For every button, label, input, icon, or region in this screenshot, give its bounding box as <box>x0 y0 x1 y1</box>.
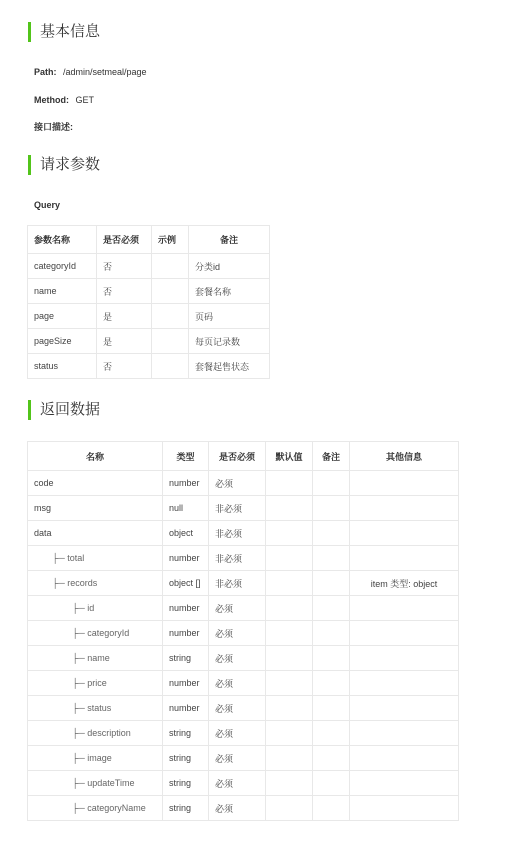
query-row <box>28 304 270 329</box>
response-cell-name: ├─ description <box>28 721 163 746</box>
response-header-type: 类型 <box>163 442 209 471</box>
response-cell-default <box>266 696 313 721</box>
response-cell-required: 非必须 <box>209 521 266 546</box>
query-header-remark: 备注 <box>189 226 270 254</box>
response-cell-type: number <box>163 596 209 621</box>
response-cell-other <box>350 596 459 621</box>
query-cell-example <box>152 304 189 329</box>
response-cell-name: ├─ categoryName <box>28 796 163 821</box>
response-cell-remark <box>313 521 350 546</box>
query-cell-name: name <box>28 279 97 304</box>
query-cell-required: 否 <box>97 279 152 304</box>
query-cell-example <box>152 279 189 304</box>
response-cell-name: ├─ categoryId <box>28 621 163 646</box>
query-cell-remark: 套餐名称 <box>189 279 270 304</box>
response-table <box>27 441 459 821</box>
section-title-response <box>28 400 100 420</box>
response-cell-type: number <box>163 621 209 646</box>
query-cell-required: 否 <box>97 354 152 379</box>
response-cell-default <box>266 521 313 546</box>
response-row <box>28 521 459 546</box>
response-cell-required: 必须 <box>209 621 266 646</box>
response-cell-type: string <box>163 771 209 796</box>
response-cell-name: ├─ id <box>28 596 163 621</box>
response-cell-other <box>350 796 459 821</box>
query-header-name: 参数名称 <box>28 226 97 254</box>
response-cell-remark <box>313 796 350 821</box>
response-cell-name: ├─ updateTime <box>28 771 163 796</box>
query-cell-required: 是 <box>97 329 152 354</box>
response-cell-other <box>350 496 459 521</box>
section-title-request-text: 请求参数 <box>40 156 101 173</box>
response-cell-type: number <box>163 471 209 496</box>
method-line <box>34 94 94 106</box>
response-cell-required: 必须 <box>209 596 266 621</box>
query-title: Query <box>34 200 61 210</box>
response-header-row <box>28 442 459 471</box>
query-cell-remark: 每页记录数 <box>189 329 270 354</box>
response-row <box>28 596 459 621</box>
response-cell-name: ├─ image <box>28 746 163 771</box>
response-cell-required: 必须 <box>209 696 266 721</box>
response-row <box>28 746 459 771</box>
response-cell-remark <box>313 771 350 796</box>
response-row <box>28 546 459 571</box>
query-cell-example <box>152 354 189 379</box>
response-cell-default <box>266 471 313 496</box>
response-cell-other <box>350 696 459 721</box>
response-cell-type: number <box>163 546 209 571</box>
response-cell-remark <box>313 671 350 696</box>
response-row <box>28 571 459 596</box>
response-cell-other <box>350 671 459 696</box>
response-row <box>28 721 459 746</box>
query-row <box>28 329 270 354</box>
response-cell-name: data <box>28 521 163 546</box>
response-row <box>28 671 459 696</box>
desc-label: 接口描述: <box>34 122 73 132</box>
response-cell-other <box>350 621 459 646</box>
response-cell-default <box>266 771 313 796</box>
method-label: Method: <box>34 95 69 105</box>
response-cell-name: msg <box>28 496 163 521</box>
response-row <box>28 471 459 496</box>
response-cell-name: code <box>28 471 163 496</box>
response-cell-default <box>266 621 313 646</box>
response-cell-name: ├─ status <box>28 696 163 721</box>
response-cell-required: 必须 <box>209 471 266 496</box>
query-cell-example <box>152 254 189 279</box>
response-cell-remark <box>313 746 350 771</box>
response-row <box>28 621 459 646</box>
response-cell-name: ├─ name <box>28 646 163 671</box>
query-table <box>27 225 270 379</box>
response-cell-other <box>350 771 459 796</box>
response-cell-type: object <box>163 521 209 546</box>
query-header-required: 是否必须 <box>97 226 152 254</box>
query-row <box>28 254 270 279</box>
response-header-default: 默认值 <box>266 442 313 471</box>
query-cell-required: 是 <box>97 304 152 329</box>
query-cell-name: page <box>28 304 97 329</box>
query-cell-remark: 套餐起售状态 <box>189 354 270 379</box>
response-cell-required: 必须 <box>209 671 266 696</box>
response-cell-other <box>350 721 459 746</box>
response-cell-type: string <box>163 721 209 746</box>
response-cell-type: object [] <box>163 571 209 596</box>
section-title-request <box>28 155 100 175</box>
response-cell-required: 非必须 <box>209 571 266 596</box>
response-header-other: 其他信息 <box>350 442 459 471</box>
response-cell-remark <box>313 696 350 721</box>
response-cell-required: 必须 <box>209 721 266 746</box>
response-row <box>28 496 459 521</box>
query-row <box>28 279 270 304</box>
response-cell-default <box>266 596 313 621</box>
query-cell-remark: 分类id <box>189 254 270 279</box>
section-title-response-text: 返回数据 <box>40 401 101 418</box>
response-cell-remark <box>313 546 350 571</box>
response-cell-type: string <box>163 746 209 771</box>
response-cell-default <box>266 796 313 821</box>
response-row <box>28 771 459 796</box>
section-title-basic-text: 基本信息 <box>40 23 101 40</box>
response-cell-other <box>350 646 459 671</box>
query-cell-required: 否 <box>97 254 152 279</box>
response-cell-default <box>266 571 313 596</box>
response-cell-remark <box>313 646 350 671</box>
response-cell-default <box>266 646 313 671</box>
response-cell-default <box>266 671 313 696</box>
response-cell-remark <box>313 571 350 596</box>
path-value: /admin/setmeal/page <box>63 67 147 77</box>
response-cell-required: 必须 <box>209 796 266 821</box>
response-cell-other <box>350 746 459 771</box>
path-line <box>34 66 147 78</box>
response-cell-other <box>350 471 459 496</box>
response-cell-remark <box>313 496 350 521</box>
response-header-remark: 备注 <box>313 442 350 471</box>
query-cell-name: categoryId <box>28 254 97 279</box>
response-cell-type: number <box>163 696 209 721</box>
response-cell-name: ├─ price <box>28 671 163 696</box>
response-cell-other <box>350 521 459 546</box>
response-cell-required: 必须 <box>209 646 266 671</box>
response-cell-type: null <box>163 496 209 521</box>
response-cell-required: 非必须 <box>209 546 266 571</box>
response-cell-remark <box>313 621 350 646</box>
response-cell-default <box>266 496 313 521</box>
desc-line <box>34 121 77 133</box>
response-cell-default <box>266 546 313 571</box>
query-header-example: 示例 <box>152 226 189 254</box>
response-row <box>28 646 459 671</box>
response-cell-other: item 类型: object <box>350 571 459 596</box>
response-cell-required: 必须 <box>209 746 266 771</box>
response-row <box>28 796 459 821</box>
query-header-row <box>28 226 270 254</box>
response-cell-type: string <box>163 646 209 671</box>
response-cell-name: ├─ total <box>28 546 163 571</box>
response-cell-type: number <box>163 671 209 696</box>
response-header-name: 名称 <box>28 442 163 471</box>
method-value: GET <box>75 95 95 105</box>
response-cell-remark <box>313 596 350 621</box>
response-cell-required: 必须 <box>209 771 266 796</box>
response-cell-default <box>266 721 313 746</box>
response-row <box>28 696 459 721</box>
query-cell-example <box>152 329 189 354</box>
response-cell-remark <box>313 721 350 746</box>
query-cell-name: status <box>28 354 97 379</box>
response-cell-remark <box>313 471 350 496</box>
response-header-required: 是否必须 <box>209 442 266 471</box>
query-row <box>28 354 270 379</box>
section-title-basic <box>28 22 100 42</box>
response-cell-name: ├─ records <box>28 571 163 596</box>
response-cell-type: string <box>163 796 209 821</box>
query-cell-remark: 页码 <box>189 304 270 329</box>
response-cell-other <box>350 546 459 571</box>
path-label: Path: <box>34 67 57 77</box>
response-cell-required: 非必须 <box>209 496 266 521</box>
response-cell-default <box>266 746 313 771</box>
query-cell-name: pageSize <box>28 329 97 354</box>
